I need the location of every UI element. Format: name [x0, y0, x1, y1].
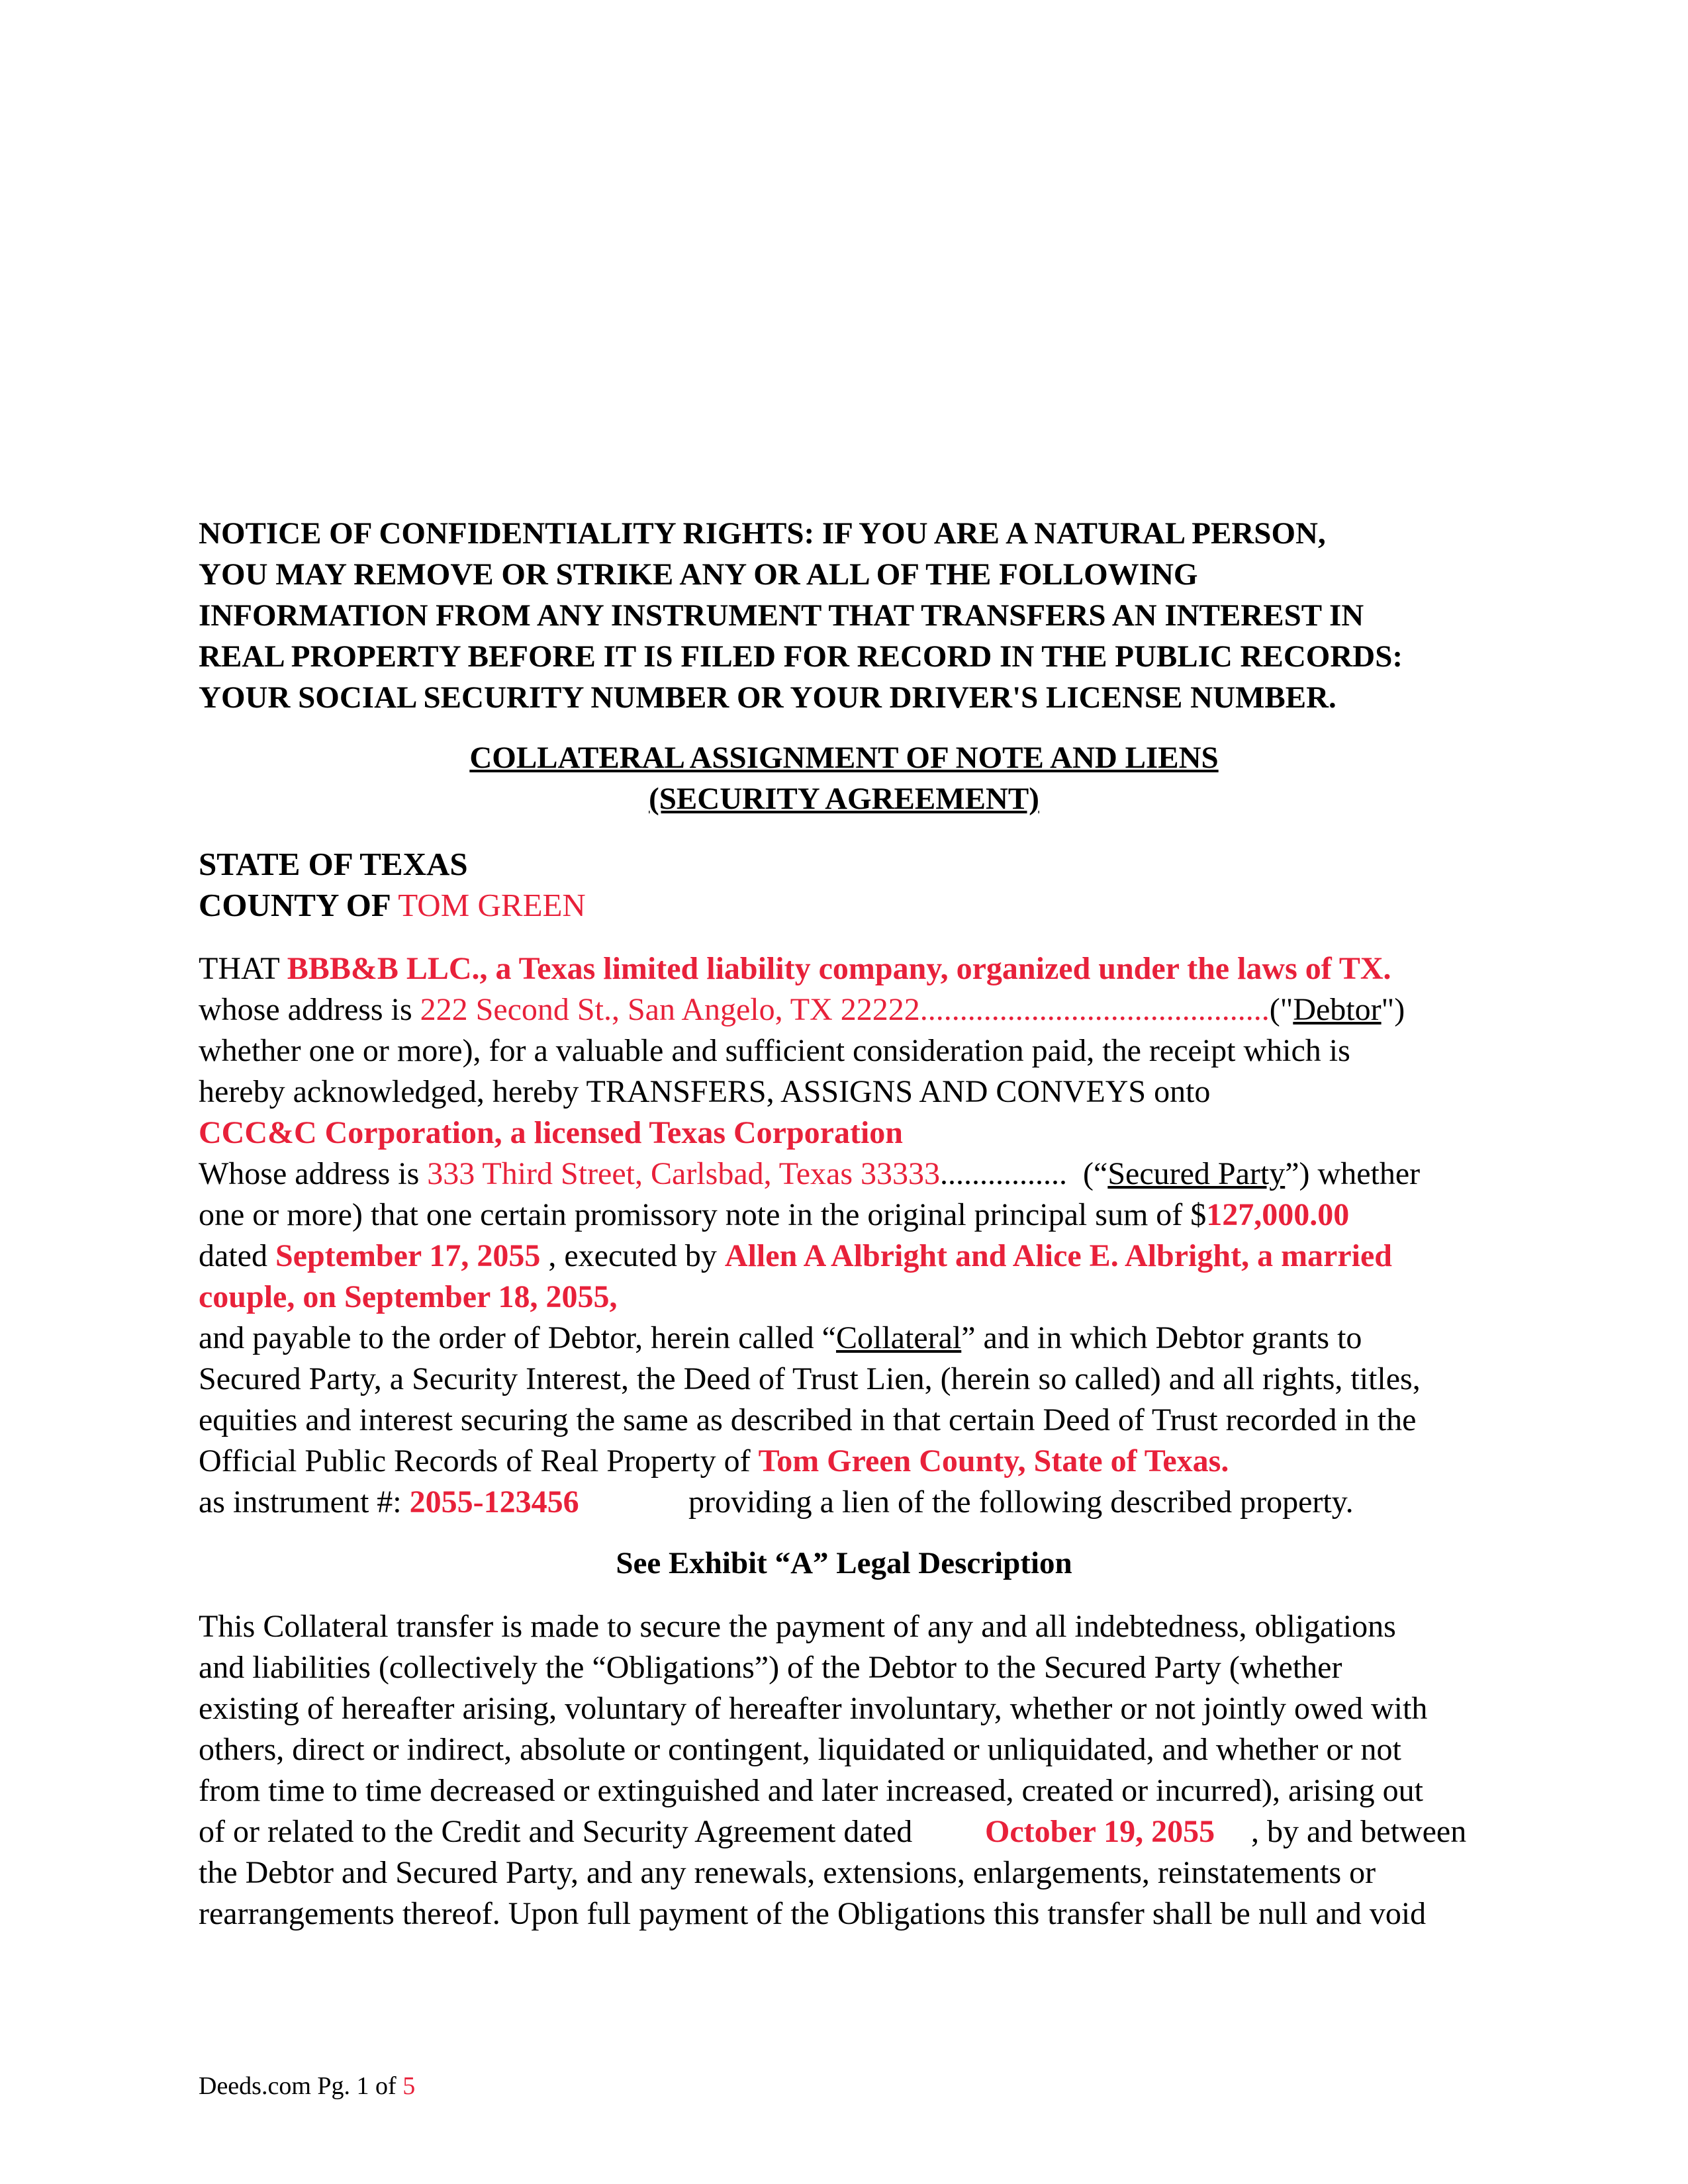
secured-party-address-line [199, 1156, 1420, 1192]
debtor-address-line [199, 991, 1405, 1028]
quote-close: ”) whether [1285, 1156, 1421, 1191]
secured-party-dots: ................ [940, 1156, 1068, 1191]
instrument-label-text: as instrument #: [199, 1484, 402, 1520]
collateral-line [199, 1320, 1362, 1356]
principal-text: one or more) that one certain promissory note in the original principal sum of $ [199, 1197, 1207, 1232]
lien-text: providing a lien of the following described property. [688, 1484, 1354, 1520]
principal-amount: 127,000.00 [1206, 1197, 1350, 1232]
records-text: Official Public Records of Real Property of [199, 1443, 751, 1479]
debtor-dots: ............................................ [919, 992, 1270, 1027]
secured-party-term: Secured Party [1107, 1156, 1286, 1191]
that-word: THAT [199, 951, 279, 986]
collateral-text-b: ” and in which Debtor grants to [961, 1320, 1362, 1355]
note-date: September 17, 2055 [275, 1238, 541, 1273]
secured-party-address: 333 Third Street, Carlsbad, Texas 33333 [427, 1156, 941, 1191]
document-title: COLLATERAL ASSIGNMENT OF NOTE AND LIENS [469, 741, 1219, 775]
whose-address-label: Whose address is [199, 1156, 420, 1191]
body-line: equities and interest securing the same as described in that certain Deed of Trust recorded in the [199, 1402, 1417, 1437]
body-line: whether one or more), for a valuable and sufficient consideration paid, the receipt which is [199, 1033, 1350, 1068]
body-line: Secured Party, a Security Interest, the Deed of Trust Lien, (herein so called) and all rights, titles, [199, 1361, 1421, 1396]
debtor-name: BBB&B LLC., a Texas limited liability company, organized under the laws of TX. [287, 951, 1391, 986]
document-subtitle: (SECURITY AGREEMENT) [649, 782, 1039, 816]
whose-address-label: whose address is [199, 992, 412, 1027]
collateral-term: Collateral [835, 1320, 962, 1355]
obligations-line: others, direct or indirect, absolute or contingent, liquidated or unliquidated, and whether or not [199, 1732, 1401, 1767]
notice-line: YOU MAY REMOVE OR STRIKE ANY OR ALL OF THE FOLLOWING [199, 557, 1198, 592]
notice-line: NOTICE OF CONFIDENTIALITY RIGHTS: IF YOU ARE A NATURAL PERSON, [199, 516, 1326, 551]
principal-line [199, 1197, 1349, 1233]
obligations-line: , by and between [1251, 1814, 1467, 1849]
dated-label: dated [199, 1238, 267, 1273]
makers: Allen A Albright and Alice E. Albright, a married [724, 1238, 1392, 1273]
executed-by-label: , executed by [548, 1238, 717, 1273]
quote-open: (“ [1083, 1156, 1108, 1191]
notice-line: INFORMATION FROM ANY INSTRUMENT THAT TRANSFERS AN INTEREST IN [199, 598, 1364, 633]
footer-text: Deeds.com Pg. 1 of [199, 2072, 397, 2100]
dated-line [199, 1238, 1392, 1274]
obligations-line: existing of hereafter arising, voluntary of hereafter involuntary, whether or not jointly owed with [199, 1691, 1428, 1726]
debtor-term: Debtor [1293, 992, 1382, 1027]
agreement-date: October 19, 2055 [985, 1814, 1215, 1849]
obligations-line: rearrangements thereof. Upon full payment of the Obligations this transfer shall be null and void [199, 1896, 1427, 1931]
that-line [199, 950, 1391, 987]
instrument-number: 2055-123456 [409, 1484, 579, 1520]
obligations-line: of or related to the Credit and Security Agreement dated [199, 1814, 913, 1849]
state-heading: STATE OF TEXAS [199, 846, 468, 882]
obligations-line: from time to time decreased or extinguished and later increased, created or incurred), arising out [199, 1773, 1423, 1808]
body-line: hereby acknowledged, hereby TRANSFERS, ASSIGNS AND CONVEYS onto [199, 1074, 1211, 1109]
exhibit-reference: See Exhibit “A” Legal Description [616, 1546, 1072, 1580]
records-line [199, 1443, 1229, 1479]
confidentiality-notice [199, 513, 1509, 718]
quote-close: ") [1381, 992, 1405, 1027]
obligations-line: and liabilities (collectively the “Obligations”) of the Debtor to the Secured Party (whether [199, 1650, 1342, 1685]
secured-party-name: CCC&C Corporation, a licensed Texas Corporation [199, 1115, 903, 1150]
total-pages: 5 [402, 2072, 416, 2100]
debtor-address: 222 Second St., San Angelo, TX 22222 [420, 992, 920, 1027]
obligations-line: This Collateral transfer is made to secure the payment of any and all indebtedness, obligations [199, 1609, 1396, 1644]
collateral-text-a: and payable to the order of Debtor, herein called “ [199, 1320, 836, 1355]
county-heading [199, 886, 586, 924]
notice-line: REAL PROPERTY BEFORE IT IS FILED FOR RECORD IN THE PUBLIC RECORDS: [199, 639, 1403, 674]
records-county: Tom Green County, State of Texas. [758, 1443, 1229, 1479]
county-value: TOM GREEN [398, 887, 586, 923]
obligations-line: the Debtor and Secured Party, and any renewals, extensions, enlargements, reinstatements or [199, 1855, 1376, 1890]
quote-open: (" [1269, 992, 1293, 1027]
page-footer [199, 2071, 415, 2101]
makers-continued: couple, on September 18, 2055, [199, 1279, 618, 1314]
notice-line: YOUR SOCIAL SECURITY NUMBER OR YOUR DRIVER'S LICENSE NUMBER. [199, 680, 1336, 715]
county-label: COUNTY OF [199, 887, 390, 923]
instrument-label [199, 1484, 579, 1520]
